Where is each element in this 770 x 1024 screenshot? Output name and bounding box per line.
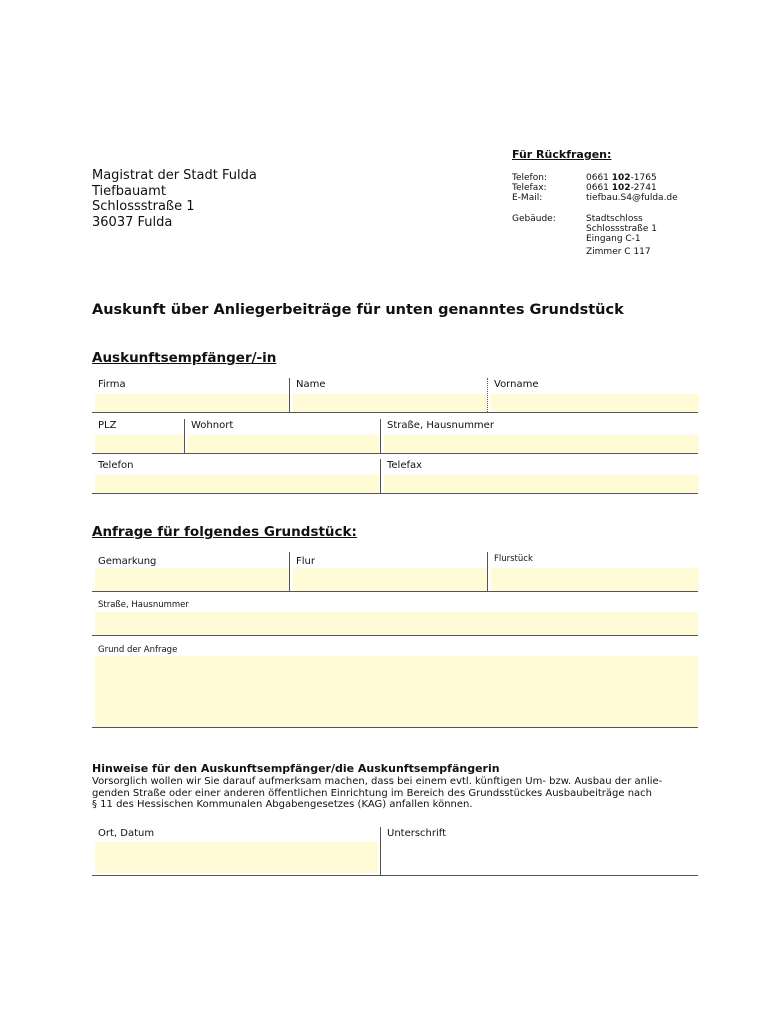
gebaeude-line: Eingang C-1 — [586, 234, 641, 244]
unterschrift-label: Unterschrift — [387, 828, 447, 839]
grundstueck-strasse-cell — [92, 598, 698, 635]
telefax-value — [586, 183, 657, 194]
page-title: Auskunft über Anliegerbeiträge für unten genanntes Grundstück — [92, 302, 624, 318]
address-line: Magistrat der Stadt Fulda — [92, 168, 257, 183]
form-row-firma-name-vorname — [92, 378, 698, 413]
address-line: Tiefbauamt — [92, 183, 166, 199]
gebaeude-label: Gebäude: — [512, 214, 556, 224]
gemarkung-input[interactable] — [95, 568, 289, 591]
grund-label: Grund der Anfrage — [98, 645, 178, 655]
name-label: Name — [296, 379, 326, 390]
name-input[interactable] — [293, 394, 488, 412]
telefax-suffix: -2741 — [630, 183, 657, 193]
gemarkung-cell — [92, 552, 289, 591]
flur-input[interactable] — [293, 568, 488, 591]
unterschrift-cell — [380, 827, 699, 875]
telefon-cell — [92, 459, 380, 493]
telefon-input[interactable] — [95, 475, 380, 493]
telefax-extension: 102 — [611, 183, 631, 193]
unterschrift-area[interactable] — [381, 842, 699, 875]
form-row-signature — [92, 827, 698, 876]
telefon-suffix: -1765 — [630, 173, 657, 183]
section-title-empfaenger: Auskunftsempfänger/-in — [92, 350, 277, 366]
ort-datum-input[interactable] — [95, 842, 378, 873]
telefax-input[interactable] — [384, 475, 699, 493]
section-title-grundstueck: Anfrage für folgendes Grundstück: — [92, 524, 357, 540]
form-row-telefon-telefax — [92, 459, 698, 494]
wohnort-label: Wohnort — [191, 420, 234, 431]
strasse-input[interactable] — [384, 435, 699, 453]
ort-datum-label: Ort, Datum — [98, 828, 155, 839]
strasse-cell — [380, 419, 699, 453]
hinweise-line: § 11 des Hessischen Kommunalen Abgabengesetzes (KAG) anfallen können. — [92, 799, 473, 810]
hinweise-title: Hinweise für den Auskunftsempfänger/die Auskunftsempfängerin — [92, 762, 500, 775]
gebaeude-line: Stadtschloss — [586, 214, 643, 224]
grundstueck-strasse-input[interactable] — [95, 612, 698, 635]
flurstueck-cell — [487, 552, 699, 591]
plz-label: PLZ — [98, 420, 117, 431]
vorname-input[interactable] — [491, 394, 699, 412]
gebaeude-line: Zimmer C 117 — [586, 247, 651, 257]
telefon-prefix: 0661 — [586, 173, 612, 183]
hinweise-line: genden Straße oder einer anderen öffentlichen Einrichtung im Bereich des Grundsstückes Ausbaubeiträge nach — [92, 787, 652, 799]
wohnort-input[interactable] — [188, 435, 381, 453]
telefon-value — [586, 173, 657, 184]
plz-input[interactable] — [95, 435, 184, 453]
address-line: 36037 Fulda — [92, 214, 173, 230]
rueckfragen-title: Für Rückfragen: — [512, 148, 612, 161]
grundstueck-strasse-label: Straße, Hausnummer — [98, 600, 189, 610]
telefax-label: Telefax: — [512, 183, 547, 193]
telefax-cell — [380, 459, 699, 493]
form-row-grundstueck-strasse — [92, 598, 698, 636]
telefax-field-label: Telefax — [387, 460, 423, 471]
flurstueck-input[interactable] — [491, 568, 699, 591]
telefax-prefix: 0661 — [586, 183, 612, 193]
email-label: E-Mail: — [512, 193, 543, 203]
flurstueck-label: Flurstück — [494, 554, 533, 564]
vorname-cell — [487, 378, 699, 412]
telefon-label: Telefon: — [512, 173, 547, 183]
firma-label: Firma — [98, 379, 126, 390]
strasse-label: Straße, Hausnummer — [387, 420, 494, 431]
form-row-grund — [92, 643, 698, 728]
flur-label: Flur — [296, 556, 315, 567]
wohnort-cell — [184, 419, 381, 453]
telefon-extension: 102 — [611, 173, 631, 183]
firma-input[interactable] — [95, 394, 289, 412]
recipient-address — [92, 168, 257, 230]
form-row-plz-wohnort-strasse — [92, 419, 698, 454]
grund-textarea[interactable] — [95, 656, 698, 727]
firma-cell — [92, 378, 289, 412]
grund-cell — [92, 643, 698, 727]
vorname-label: Vorname — [494, 379, 539, 390]
hinweise-text — [92, 776, 700, 811]
flur-cell — [289, 552, 488, 591]
address-line: Schlossstraße 1 — [92, 199, 195, 214]
gemarkung-label: Gemarkung — [98, 556, 157, 567]
hinweise-line: Vorsorglich wollen wir Sie darauf aufmerksam machen, dass bei einem evtl. künftigen Um- bzw. Ausbau der anlie- — [92, 776, 663, 787]
name-cell — [289, 378, 488, 412]
plz-cell — [92, 419, 184, 453]
email-value: tiefbau.S4@fulda.de — [586, 193, 678, 203]
gebaeude-line: Schlossstraße 1 — [586, 224, 657, 234]
telefon-field-label: Telefon — [98, 460, 134, 471]
form-row-gemarkung-flur-flurstueck — [92, 552, 698, 592]
ort-datum-cell — [92, 827, 380, 875]
